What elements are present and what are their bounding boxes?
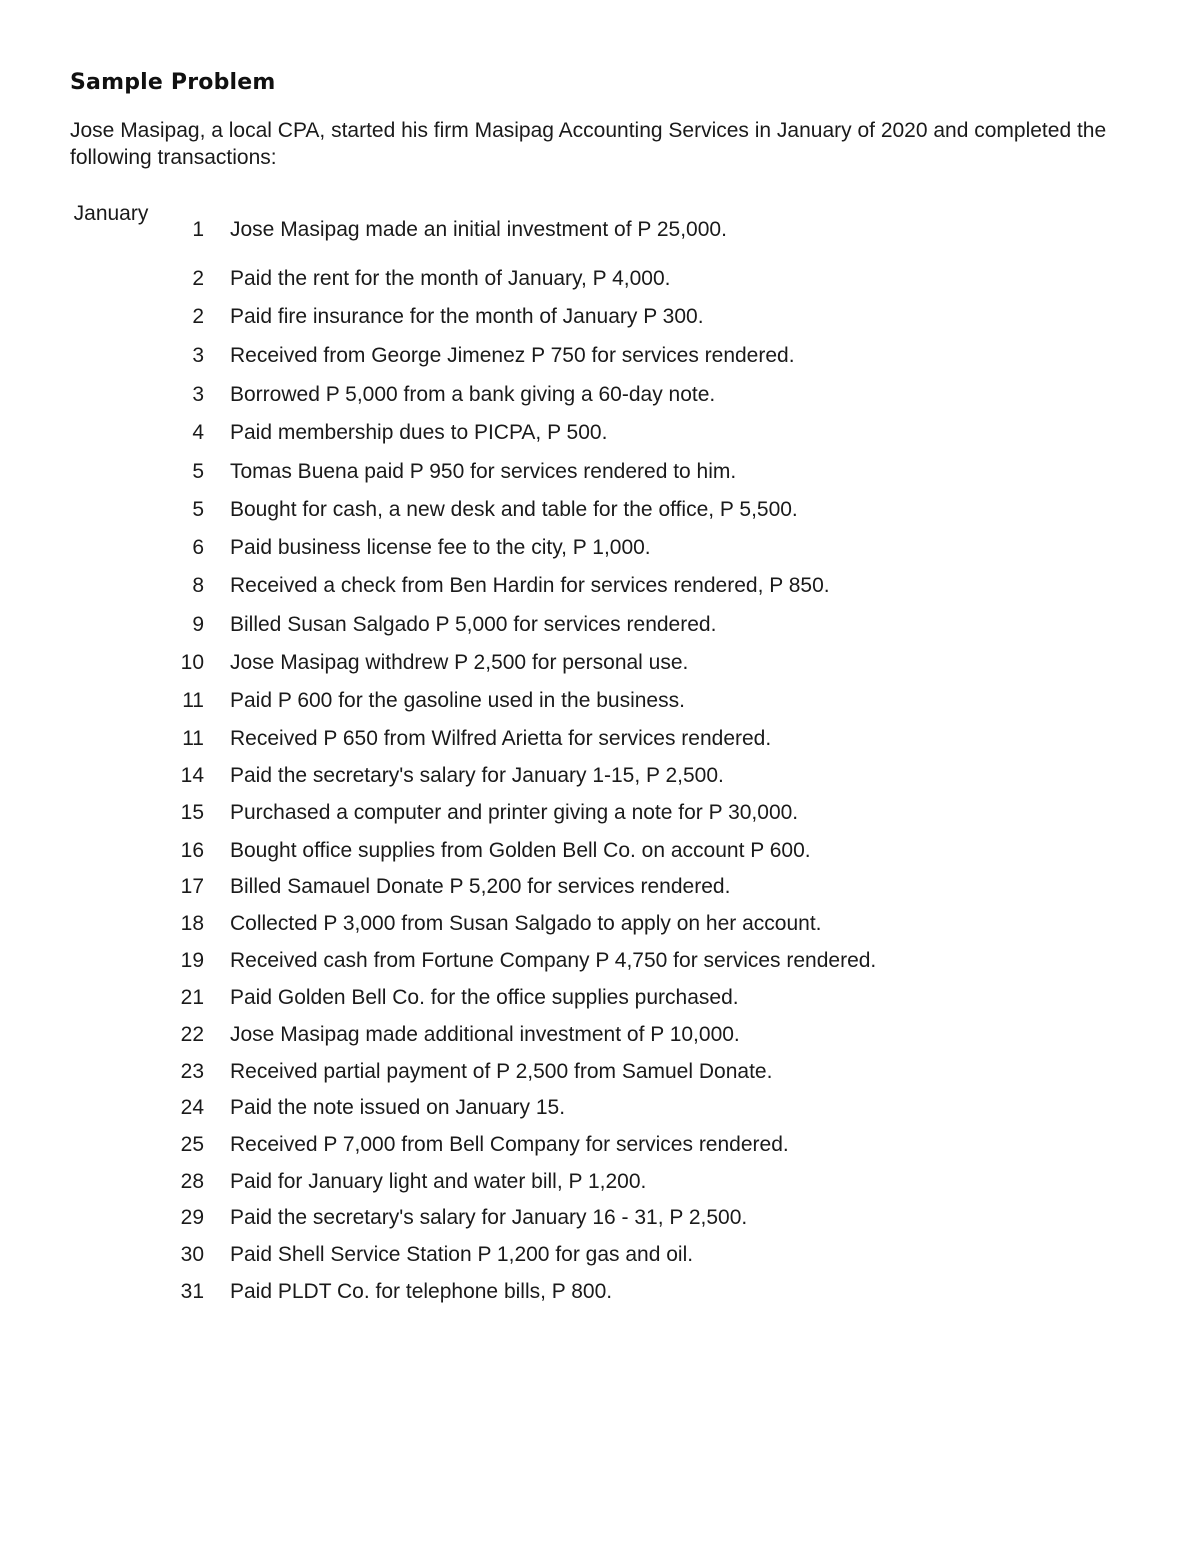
- transaction-day: 21: [180, 986, 204, 1009]
- transaction-day: 25: [180, 1133, 204, 1156]
- transaction-description: Borrowed P 5,000 from a bank giving a 60-day note.: [230, 383, 716, 406]
- transaction-day: 15: [180, 801, 204, 824]
- transaction-day: 2: [192, 305, 204, 328]
- transaction-description: Billed Susan Salgado P 5,000 for services rendered.: [230, 613, 717, 636]
- transaction-row: [0, 648, 1200, 678]
- transaction-day: 8: [192, 574, 204, 597]
- transaction-description: Received from George Jimenez P 750 for services rendered.: [230, 344, 795, 367]
- transaction-description: Paid the rent for the month of January, P 4,000.: [230, 267, 671, 290]
- transaction-row: [0, 798, 1200, 828]
- transaction-row: [0, 909, 1200, 939]
- transaction-row: [0, 724, 1200, 754]
- transaction-row: [0, 341, 1200, 371]
- document-title: Sample Problem: [70, 70, 276, 95]
- transaction-row: [0, 761, 1200, 791]
- transaction-description: Paid Shell Service Station P 1,200 for gas and oil.: [230, 1243, 694, 1266]
- transaction-description: Paid the secretary's salary for January 16 - 31, P 2,500.: [230, 1206, 748, 1229]
- transaction-row: [0, 533, 1200, 563]
- transaction-row: [0, 302, 1200, 332]
- transaction-day: 17: [180, 875, 204, 898]
- transaction-day: 9: [192, 613, 204, 636]
- transaction-row: [0, 380, 1200, 410]
- transaction-day: 18: [180, 912, 204, 935]
- transaction-description: Bought office supplies from Golden Bell Co. on account P 600.: [230, 839, 811, 862]
- transaction-day: 31: [180, 1280, 204, 1303]
- transaction-row: [0, 1020, 1200, 1050]
- transaction-row: [0, 946, 1200, 976]
- transaction-day: 3: [192, 383, 204, 406]
- transaction-row: [0, 836, 1200, 866]
- transaction-day: 14: [180, 764, 204, 787]
- transaction-row: [0, 457, 1200, 487]
- transaction-day: 11: [182, 727, 204, 750]
- transaction-day: 29: [180, 1206, 204, 1229]
- transaction-description: Jose Masipag withdrew P 2,500 for personal use.: [230, 651, 689, 674]
- transaction-day: 11: [182, 689, 204, 712]
- transaction-row: [0, 686, 1200, 716]
- transaction-day: 22: [180, 1023, 204, 1046]
- transaction-description: Purchased a computer and printer giving a note for P 30,000.: [230, 801, 799, 824]
- transaction-row: [0, 1203, 1200, 1233]
- transaction-description: Received a check from Ben Hardin for services rendered, P 850.: [230, 574, 830, 597]
- transaction-row: [0, 264, 1200, 294]
- transaction-description: Received P 650 from Wilfred Arietta for services rendered.: [230, 727, 772, 750]
- transaction-day: 23: [180, 1060, 204, 1083]
- transaction-description: Paid the secretary's salary for January 1-15, P 2,500.: [230, 764, 724, 787]
- transaction-row: [0, 1093, 1200, 1123]
- transaction-description: Billed Samauel Donate P 5,200 for services rendered.: [230, 875, 731, 898]
- transaction-row: [0, 418, 1200, 448]
- transaction-description: Bought for cash, a new desk and table for the office, P 5,500.: [230, 498, 798, 521]
- transaction-description: Paid PLDT Co. for telephone bills, P 800.: [230, 1280, 613, 1303]
- transaction-day: 5: [192, 498, 204, 521]
- transaction-description: Jose Masipag made additional investment of P 10,000.: [230, 1023, 740, 1046]
- transaction-day: 19: [180, 949, 204, 972]
- transaction-day: 1: [192, 218, 204, 241]
- transaction-row: [0, 1240, 1200, 1270]
- transaction-row: [0, 1130, 1200, 1160]
- transaction-day: 30: [180, 1243, 204, 1266]
- transaction-description: Received cash from Fortune Company P 4,750 for services rendered.: [230, 949, 877, 972]
- transaction-row: [0, 215, 1200, 245]
- intro-paragraph: Jose Masipag, a local CPA, started his firm Masipag Accounting Services in January of 2020 and completed the following transactions:: [70, 119, 1107, 169]
- transaction-row: [0, 495, 1200, 525]
- transaction-description: Paid membership dues to PICPA, P 500.: [230, 421, 608, 444]
- transaction-day: 16: [180, 839, 204, 862]
- transaction-description: Paid the note issued on January 15.: [230, 1096, 566, 1119]
- transaction-description: Received P 7,000 from Bell Company for services rendered.: [230, 1133, 789, 1156]
- transaction-description: Collected P 3,000 from Susan Salgado to apply on her account.: [230, 912, 822, 935]
- month-label: January: [73, 202, 149, 225]
- transaction-description: Tomas Buena paid P 950 for services rendered to him.: [230, 460, 737, 483]
- transaction-row: [0, 571, 1200, 601]
- transaction-description: Received partial payment of P 2,500 from Samuel Donate.: [230, 1060, 773, 1083]
- transaction-day: 3: [192, 344, 204, 367]
- transaction-description: Paid fire insurance for the month of January P 300.: [230, 305, 704, 328]
- transaction-description: Paid business license fee to the city, P 1,000.: [230, 536, 651, 559]
- transaction-day: 2: [192, 267, 204, 290]
- transaction-day: 5: [192, 460, 204, 483]
- transaction-day: 6: [192, 536, 204, 559]
- transaction-day: 4: [192, 421, 204, 444]
- transaction-description: Paid for January light and water bill, P 1,200.: [230, 1170, 647, 1193]
- transaction-day: 10: [180, 651, 204, 674]
- transaction-row: [0, 1277, 1200, 1307]
- transaction-row: [0, 610, 1200, 640]
- transaction-description: Paid Golden Bell Co. for the office supplies purchased.: [230, 986, 739, 1009]
- transaction-row: [0, 872, 1200, 902]
- transaction-row: [0, 1167, 1200, 1197]
- transaction-description: Jose Masipag made an initial investment of P 25,000.: [230, 218, 727, 241]
- transaction-day: 24: [180, 1096, 204, 1119]
- transaction-day: 28: [180, 1170, 204, 1193]
- transaction-row: [0, 1057, 1200, 1087]
- transaction-row: [0, 983, 1200, 1013]
- transaction-description: Paid P 600 for the gasoline used in the business.: [230, 689, 685, 712]
